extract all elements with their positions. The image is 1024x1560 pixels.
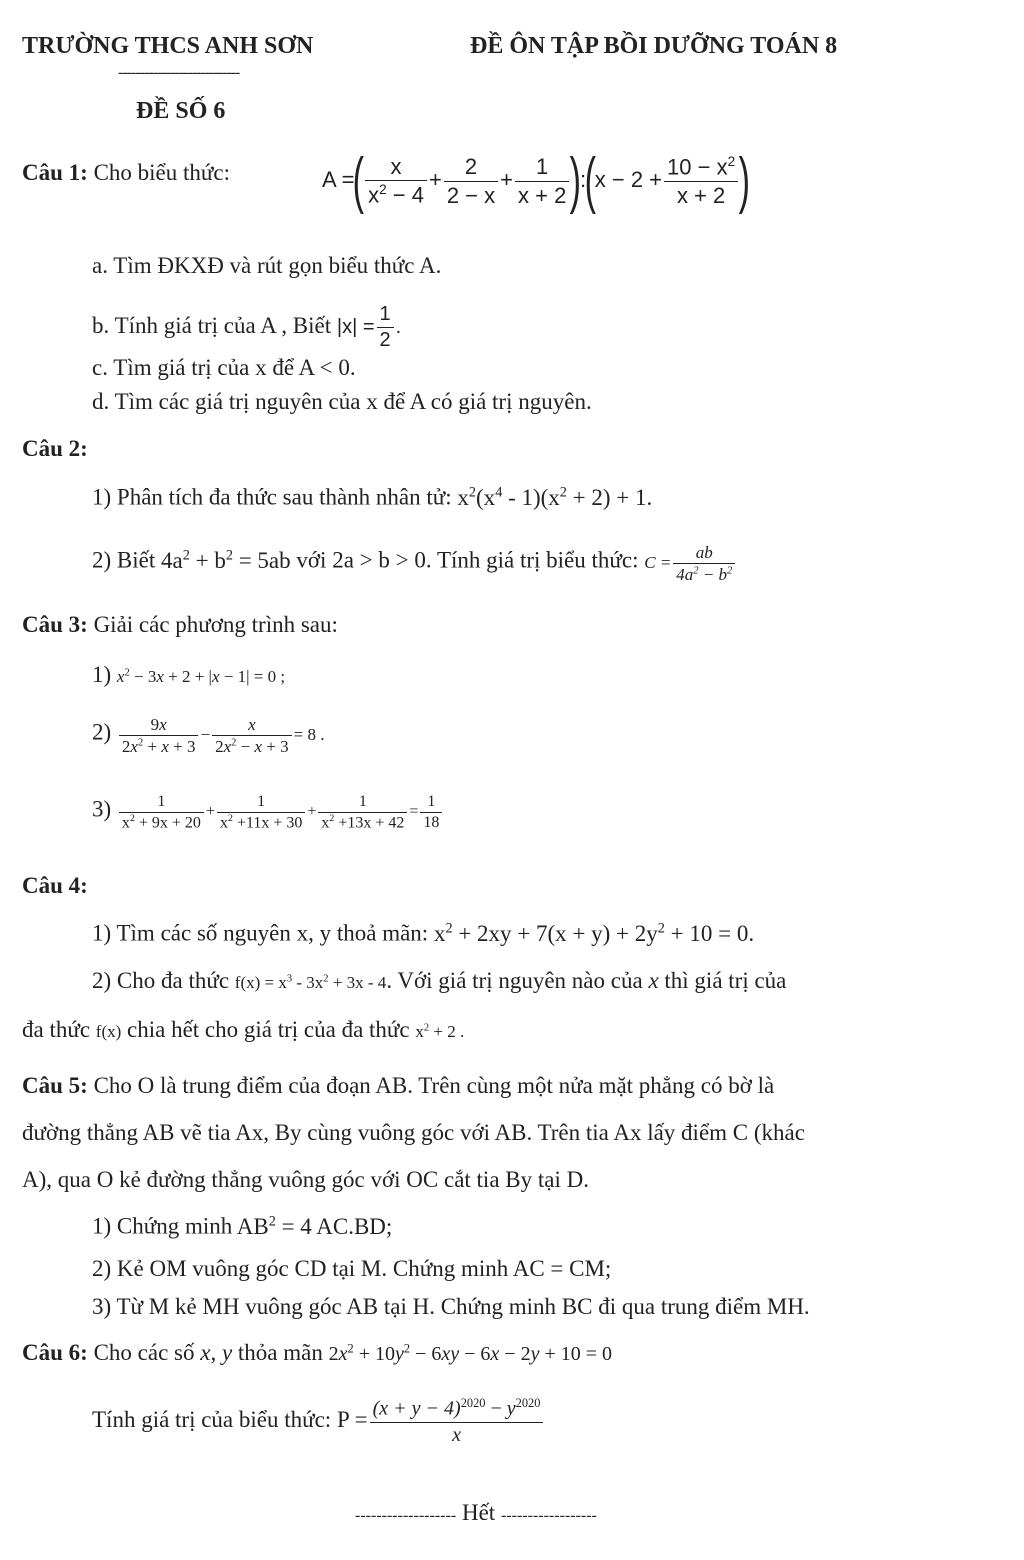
constraint-equation: $2x^2 + 10y^2 - 6xy - 6x - 2y + 10 = 0$ xyxy=(328,1341,613,1365)
end-dash-right: ------------------ xyxy=(500,1507,597,1524)
exam-number: ĐỀ SỐ 6 xyxy=(136,98,226,124)
question-1a: a. Tìm ĐKXĐ và rút gọn biểu thức A. xyxy=(92,253,442,278)
question-1-intro xyxy=(22,160,230,186)
condition-eq: $4a^2 + b^2 = 5ab$ xyxy=(161,547,291,573)
question-2-label: Câu 2: xyxy=(22,436,88,461)
question-4-part-2-line-2-text-a: đa thức xyxy=(22,1017,91,1042)
condition-abs-x: |x| = $\frac{1}{2}$ . xyxy=(336,303,402,351)
header-divider: ---------------------------- xyxy=(118,64,240,81)
equation-2 xyxy=(92,714,324,758)
equation-2-math: $\frac{9x}{2x^2 + x + 3}$ − $\frac{x}{2x^2 - x + 3}$ = 8 . xyxy=(117,725,325,744)
question-6-intro-a: Cho các số xyxy=(93,1340,195,1365)
question-1b xyxy=(92,302,401,353)
question-2-part-2-text-c: . Tính giá trị biểu thức: xyxy=(425,547,639,573)
equation-3-math: $\frac{1}{x^2 + 9x + 20}$ + $\frac{1}{x^2 +11x + 30}$ + $\frac{1}{x^2 +13x + 42}$ = $\frac{1}{18}$ xyxy=(117,803,445,820)
question-5-part-3: 3) Từ M kẻ MH vuông góc AB tại H. Chứng minh BC đi qua trung điểm MH. xyxy=(92,1294,810,1319)
divisor-polynomial: $x^2 + 2$ . xyxy=(415,1022,465,1041)
question-2-part-2-text-a: 2) Biết xyxy=(92,547,156,573)
condition-ineq: 2a > b > 0 xyxy=(332,547,426,573)
end-dash-left: ------------------- xyxy=(355,1507,457,1524)
expression-p: P = $\frac{(x + y - 4)^{2020} - y^{2020}}{x}$ xyxy=(337,1407,545,1432)
question-5-label: Câu 5: xyxy=(22,1073,88,1098)
question-2-part-1 xyxy=(92,484,652,511)
school-name: TRƯỜNG THCS ANH SƠN xyxy=(22,33,314,59)
question-4-part-2-text-c: thì giá trị của xyxy=(664,968,787,993)
question-6-label: Câu 6: xyxy=(22,1340,88,1365)
question-5-line-3: A), qua O kẻ đường thẳng vuông góc với OC cắt tia By tại D. xyxy=(22,1167,589,1192)
end-text: Hết xyxy=(461,1500,496,1525)
proof-statement-1: $AB^2 = 4$ AC.BD; xyxy=(236,1213,393,1239)
question-4-part-2-line-2-text-b: chia hết cho giá trị của đa thức xyxy=(127,1017,410,1042)
question-5-part-1 xyxy=(92,1213,392,1240)
question-4-part-2-line-2 xyxy=(22,1017,464,1043)
question-1d: d. Tìm các giá trị nguyên của x để A có giá trị nguyên. xyxy=(92,389,592,414)
question-1-intro-text: Cho biểu thức: xyxy=(93,160,230,185)
equation-2-number: 2) xyxy=(92,719,112,745)
equation-3-number: 3) xyxy=(92,796,112,822)
question-1c: c. Tìm giá trị của x để A < 0. xyxy=(92,355,356,380)
question-2-part-1-text: 1) Phân tích đa thức sau thành nhân tử: xyxy=(92,484,452,510)
expression-c: C = $\frac{ab}{4a^2 - b^2}$ xyxy=(644,553,737,572)
polynomial-factor: $x^2(x^4 - 1)(x^2 + 2) + 1$. xyxy=(457,484,653,510)
question-4-part-2: 2) Cho đa thức $f(x) = x^3 - 3x^2 + 3x - 4$. Với giá trị nguyên nào của x thì giá trị của xyxy=(92,968,787,993)
polynomial-f-ref: f(x) xyxy=(95,1022,122,1041)
question-6-intro-c: thỏa mãn xyxy=(237,1340,323,1365)
question-4-part-2-text-a: 2) Cho đa thức xyxy=(92,968,230,993)
question-4-part-1-text: 1) Tìm các số nguyên x, y thoả mãn: xyxy=(92,920,429,946)
question-5-line-1 xyxy=(22,1073,774,1099)
question-4-label: Câu 4: xyxy=(22,873,88,898)
question-4-part-1 xyxy=(92,920,754,947)
question-5-line-1-text: Cho O là trung điểm của đoạn AB. Trên cùng một nửa mặt phẳng có bờ là xyxy=(93,1073,775,1098)
equation-1-number: 1) xyxy=(92,662,112,687)
question-3-label: Câu 3: xyxy=(22,612,88,637)
question-6-intro xyxy=(22,1340,612,1366)
question-3-intro xyxy=(22,612,338,638)
document-title: ĐỀ ÔN TẬP BỒI DƯỠNG TOÁN 8 xyxy=(470,33,838,59)
question-6-variables: x, y xyxy=(200,1340,233,1365)
polynomial-f: $f(x) = x^3 - 3x^2 + 3x - 4$ xyxy=(234,973,387,992)
question-3-intro-text: Giải các phương trình sau: xyxy=(93,612,338,637)
question-6-part-text: Tính giá trị của biểu thức: xyxy=(92,1407,332,1433)
equation-1 xyxy=(92,662,285,688)
question-6-part xyxy=(92,1396,545,1448)
question-1b-text: b. Tính giá trị của A , Biết xyxy=(92,312,332,338)
question-5-part-2: 2) Kẻ OM vuông góc CD tại M. Chứng minh AC = CM; xyxy=(92,1256,612,1281)
question-2-part-2-text-b: với xyxy=(296,547,327,573)
equation-3 xyxy=(92,792,444,833)
question-2-part-2 xyxy=(92,542,737,586)
question-4-part-2-text-b: . Với giá trị nguyên nào của xyxy=(386,968,643,993)
question-5-line-2: đường thẳng AB vẽ tia Ax, By cùng vuông góc với AB. Trên tia Ax lấy điểm C (khác xyxy=(22,1120,805,1145)
expression-a: A =( $\frac{x}{x^2 - 4}$ + $\frac{2}{2 - x}$ + $\frac{1}{x + 2}$ ):(x − 2 + $\frac{10 - x^2}{x + 2}$ ) xyxy=(322,146,751,215)
diophantine-equation: $x^2 + 2xy + 7(x + y) + 2y^2 + 10 = 0$. xyxy=(433,920,755,946)
equation-1-math: $x^2 - 3x + 2 + |x - 1| = 0$ ; xyxy=(116,667,286,686)
question-5-part-1-text: 1) Chứng minh xyxy=(92,1213,233,1239)
end-marker xyxy=(355,1500,597,1526)
question-1-label: Câu 1: xyxy=(22,160,88,185)
